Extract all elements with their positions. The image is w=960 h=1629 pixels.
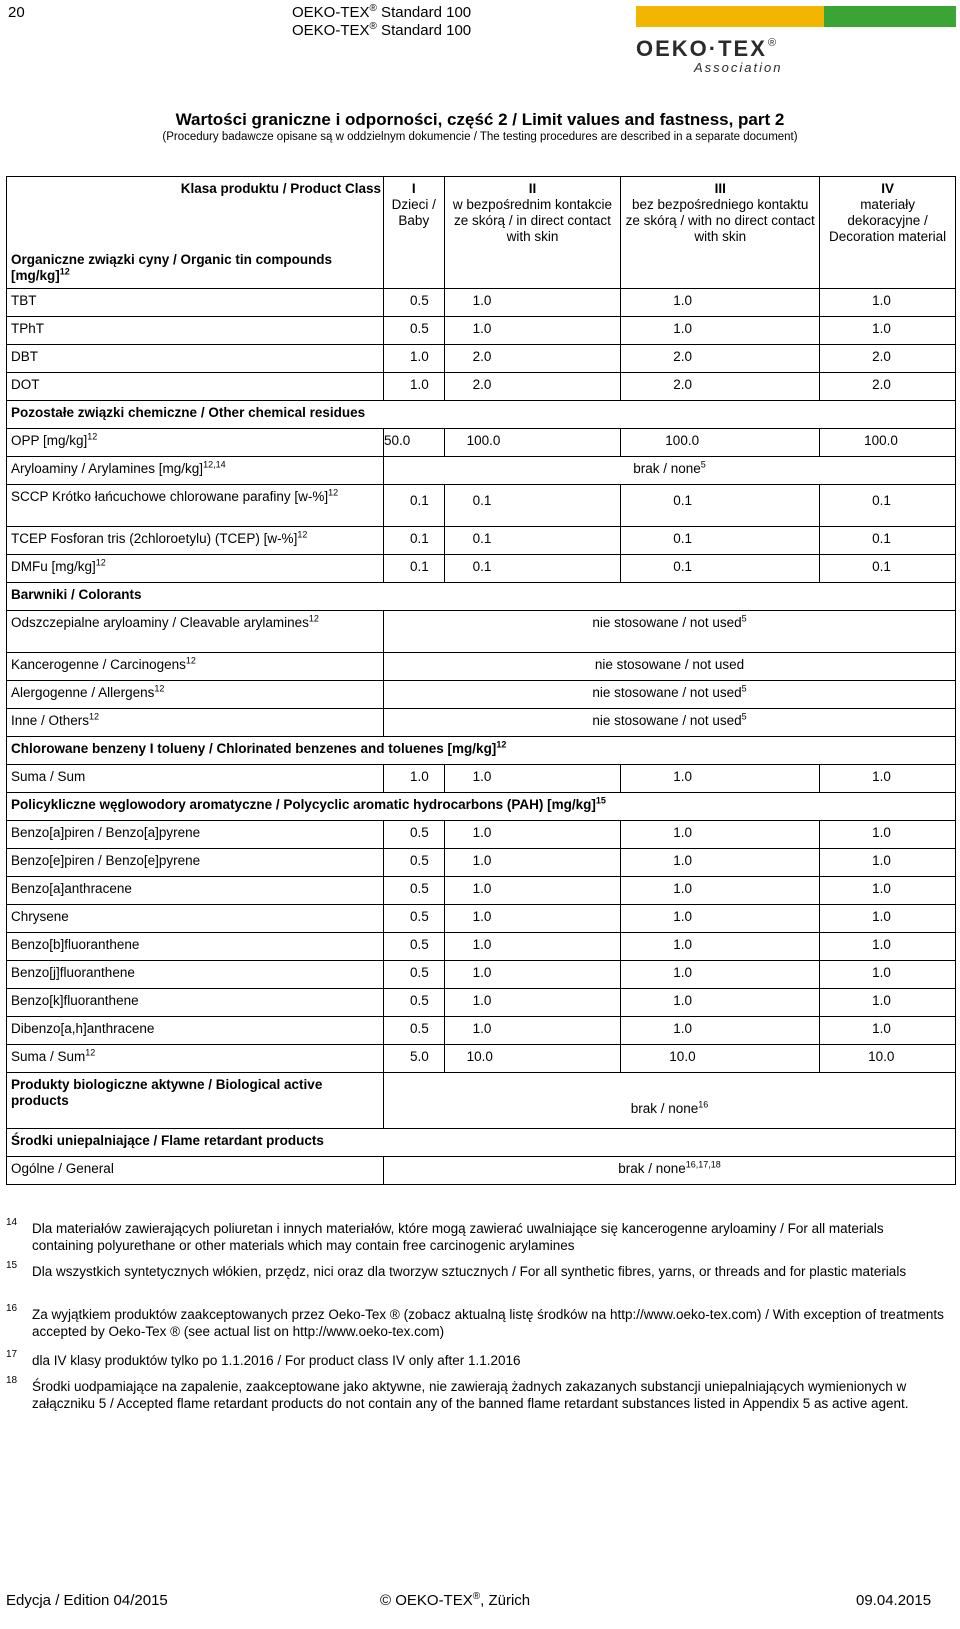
table-row: Benzo[a]anthracene 0.5 1.0 1.0 1.0 (7, 877, 956, 905)
organotin-header: Organiczne związki cyny / Organic tin compounds $[mg/kg]^{12}$ (11, 252, 333, 283)
table-row: DBT 1.0 2.0 2.0 2.0 (7, 345, 956, 373)
product-class-cell (7, 177, 384, 289)
table-header-row (7, 177, 956, 289)
table-row: TPhT 0.5 1.0 1.0 1.0 (7, 317, 956, 345)
section-row-chlorobenzenes: Chlorowane benzeny I tolueny / Chlorinated benzenes and toluenes $[mg/kg]^{12}$ (7, 737, 956, 765)
limit-values-table (6, 176, 956, 1185)
table-row: Benzo[e]piren / Benzo[e]pyrene 0.5 1.0 1.0 1.0 (7, 849, 956, 877)
table-row-pah-sum: Suma / Sum$^{12}$ 5.0 10.0 10.0 10.0 (7, 1045, 956, 1073)
page-number: 20 (8, 4, 25, 21)
table-row-others: Inne / Others$^{12}$ nie stosowane / not used$^5$ (7, 709, 956, 737)
svg-text:OEKO·TEX: OEKO·TEX (636, 36, 767, 61)
section-row-flame: Środki uniepalniające / Flame retardant products (7, 1129, 956, 1157)
page-subtitle: (Procedury badawcze opisane są w oddzielnym dokumencie / The testing procedures are described in a separate document) (162, 131, 798, 143)
table-row-cleavable: Odszczepialne aryloaminy / Cleavable arylamines$^{12}$ nie stosowane / not used$^5$ (7, 611, 956, 653)
table-row: Benzo[k]fluoranthene 0.5 1.0 1.0 1.0 (7, 989, 956, 1017)
standard-line-2: OEKO-TEX® Standard 100 (292, 21, 472, 39)
svg-text:Association: Association (694, 60, 783, 75)
table-row-chloro-sum: Suma / Sum 1.0 1.0 1.0 1.0 (7, 765, 956, 793)
column-header-iv: IV materiały dekoracyjne / Decoration material (820, 177, 956, 289)
yellow-brand-bar (636, 6, 824, 27)
svg-text:®: ® (768, 37, 777, 49)
table-row-sccp: SCCP Krótko łańcuchowe chlorowane parafiny $[w-\%]^{12}$ 0.1 0.1 0.1 0.1 (7, 485, 956, 527)
column-header-ii: II w bezpośrednim kontakcie ze skórą / in direct contact with skin (444, 177, 621, 289)
footer-date: 09.04.2015 (856, 1592, 932, 1609)
table-row: Chrysene 0.5 1.0 1.0 1.0 (7, 905, 956, 933)
table-row-carcinogens: Kancerogenne / Carcinogens$^{12}$ nie stosowane / not used (7, 653, 956, 681)
table-row: TBT 0.5 1.0 1.0 1.0 (7, 289, 956, 317)
section-row-bio: Produkty biologiczne aktywne / Biological active products brak / none$^{16}$ (7, 1073, 956, 1129)
column-header-i: I Dzieci / Baby (384, 177, 445, 289)
column-header-iii: III bez bezpośredniego kontaktu ze skórą / with no direct contact with skin (621, 177, 820, 289)
section-row-colorants: Barwniki / Colorants (7, 583, 956, 611)
page-title: Wartości graniczne i odporności, część 2 / Limit values and fastness, part 2 (175, 110, 785, 129)
table-row-dmfu: DMFu $[mg/kg]^{12}$ 0.1 0.1 0.1 0.1 (7, 555, 956, 583)
table-row-allergens: Alergogenne / Allergens$^{12}$ nie stosowane / not used$^5$ (7, 681, 956, 709)
green-brand-bar (824, 6, 956, 27)
standard-line-1: OEKO-TEX® Standard 100 (292, 3, 472, 21)
copyright-label: © OEKO-TEX®, Zürich (380, 1591, 531, 1609)
product-class-label: Klasa produktu / Product Class (180, 181, 381, 196)
edition-label: Edycja / Edition 04/2015 (6, 1592, 168, 1609)
table-row: DOT 1.0 2.0 2.0 2.0 (7, 373, 956, 401)
table-row-tcep: TCEP Fosforan tris (2chloroetylu) (TCEP) $[w-\%]^{12}$ 0.1 0.1 0.1 0.1 (7, 527, 956, 555)
table-row: Benzo[a]piren / Benzo[a]pyrene 0.5 1.0 1.0 1.0 (7, 821, 956, 849)
table-row-opp: OPP $[mg/kg]^{12}$ 50.0 100.0 100.0 100.0 (7, 429, 956, 457)
table-row: Dibenzo[a,h]anthracene 0.5 1.0 1.0 1.0 (7, 1017, 956, 1045)
table-row-flame-general: Ogólne / General brak / none$^{16,17,18}$ (7, 1157, 956, 1185)
oeko-tex-logo (636, 36, 832, 76)
section-row-other: Pozostałe związki chemiczne / Other chemical residues (7, 401, 956, 429)
table-row-arylamines: Aryloaminy / Arylamines $[mg/kg]^{12,14}$ brak / none$^5$ (7, 457, 956, 485)
table-row: Benzo[j]fluoranthene 0.5 1.0 1.0 1.0 (7, 961, 956, 989)
section-row-pah: Policykliczne węglowodory aromatyczne / Polycyclic aromatic hydrocarbons (PAH) $[mg/kg]^{15}$ (7, 793, 956, 821)
table-row: Benzo[b]fluoranthene 0.5 1.0 1.0 1.0 (7, 933, 956, 961)
